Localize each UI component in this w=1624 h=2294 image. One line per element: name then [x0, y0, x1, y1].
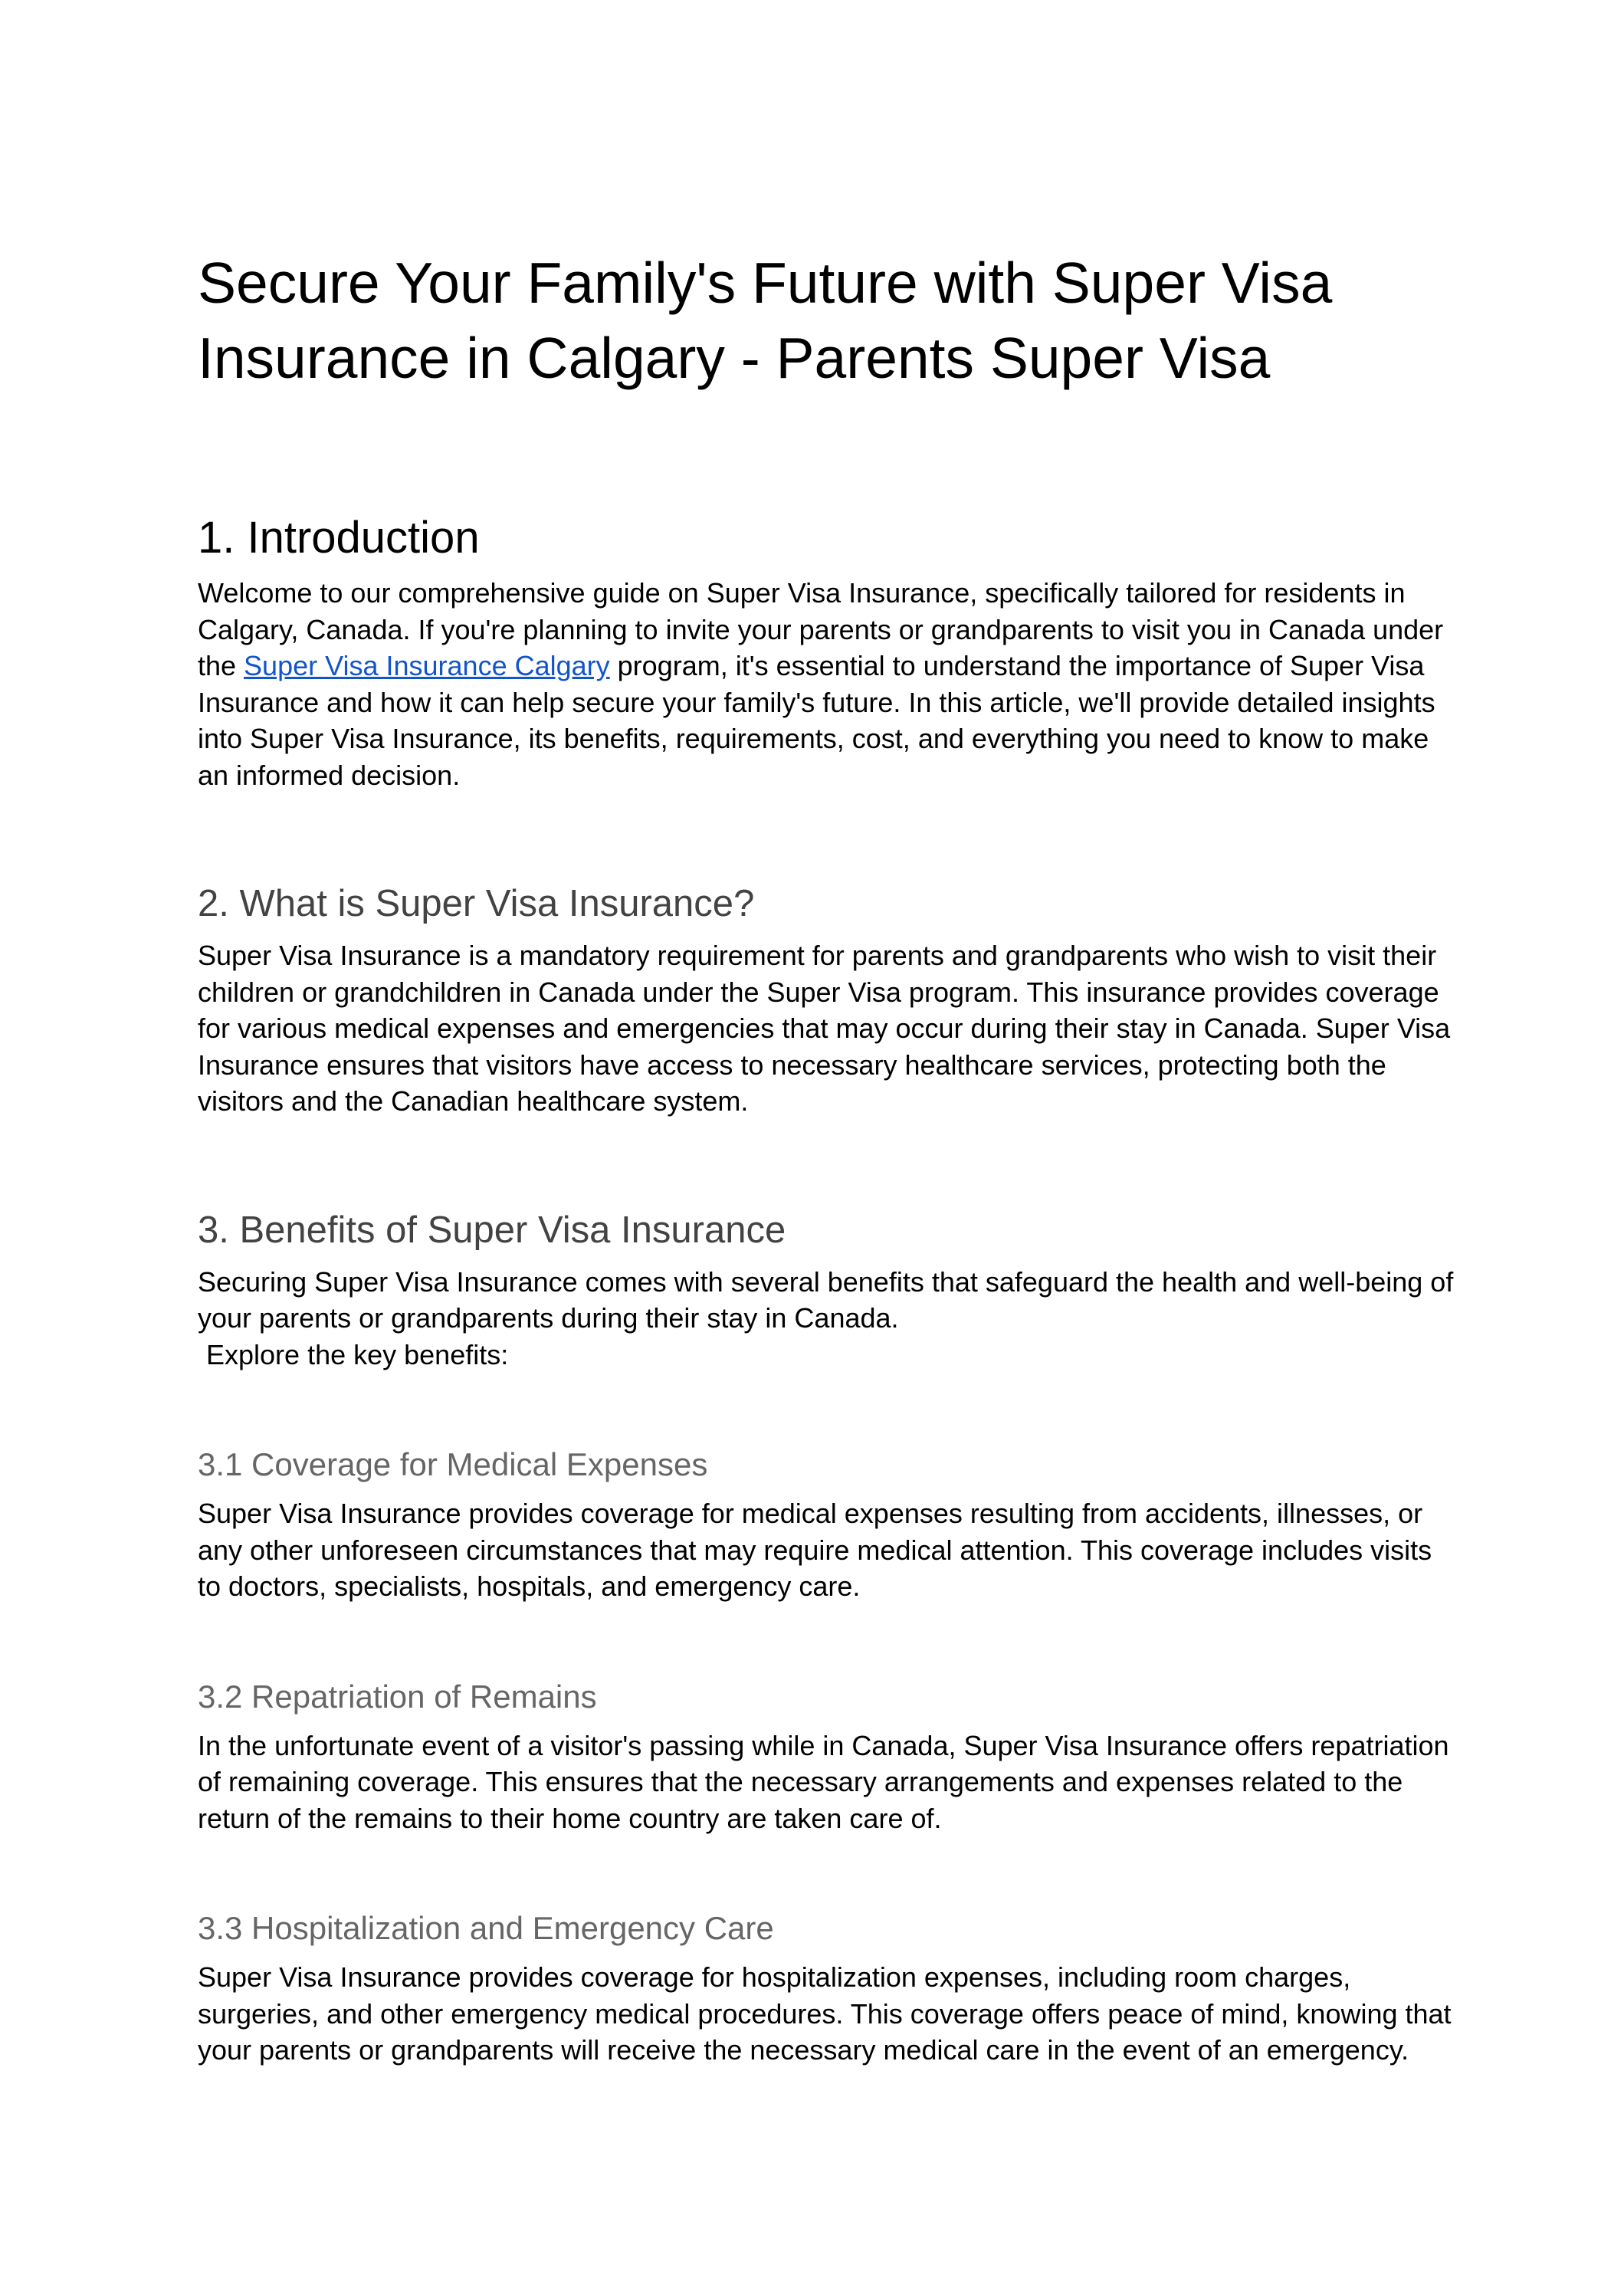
medical-expenses-paragraph: Super Visa Insurance provides coverage for medical expenses resulting from accidents, illnesses, or any other unforeseen circumstances that may require medical attention. This coverage includes visits to doctors, specialists, hospitals, and emergency care.: [198, 1498, 1432, 1602]
introduction-text-start: Welcome to our comprehensive guide on Super Visa Insurance, specifically tailored for residents in Calgary, Canada. If you're planning to invite your parents or grandparents to visit you in Canada under the: [198, 577, 1444, 681]
benefits-explore-line: Explore the key benefits:: [206, 1338, 509, 1370]
section-heading-what-is: 2. What is Super Visa Insurance?: [198, 883, 755, 924]
introduction-text-end: program, it's essential to understand the importance of Super Visa Insurance and how it can help secure your family's future. In this article, we'll provide detailed insights into Super Visa Insurance, its benefits, requirements, cost, and everything you need to know to make an informed decision.: [198, 650, 1435, 791]
hospitalization-paragraph: Super Visa Insurance provides coverage for hospitalization expenses, including room charges, surgeries, and other emergency medical procedures. This coverage offers peace of mind, knowing that your parents or grandparents will receive the necessary medical care in the event of an emergency.: [198, 1961, 1452, 2066]
super-visa-insurance-calgary-link[interactable]: Super Visa Insurance Calgary: [244, 650, 610, 681]
subsection-heading-medical-expenses: 3.1 Coverage for Medical Expenses: [198, 1446, 708, 1482]
document-page: [198, 245, 1455, 2069]
section-heading-introduction: 1. Introduction: [198, 513, 480, 563]
subsection-heading-hospitalization: 3.3 Hospitalization and Emergency Care: [198, 1910, 774, 1946]
introduction-paragraph: [198, 575, 1455, 793]
benefits-paragraph: [198, 1264, 1455, 1373]
benefits-text: Securing Super Visa Insurance comes with several benefits that safeguard the health and well-being of your parents or grandparents during their stay in Canada.: [198, 1265, 1454, 1334]
subsection-heading-repatriation: 3.2 Repatriation of Remains: [198, 1678, 597, 1715]
document-title: Secure Your Family's Future with Super Visa Insurance in Calgary - Parents Super Visa: [198, 251, 1333, 390]
section-heading-benefits: 3. Benefits of Super Visa Insurance: [198, 1209, 786, 1251]
repatriation-paragraph: In the unfortunate event of a visitor's passing while in Canada, Super Visa Insurance offers repatriation of remaining coverage. This ensures that the necessary arrangements and expenses related to the return of the remains to their home country are taken care of.: [198, 1729, 1449, 1834]
what-is-paragraph: Super Visa Insurance is a mandatory requirement for parents and grandparents who wish to visit their children or grandchildren in Canada under the Super Visa program. This insurance provides coverage for various medical expenses and emergencies that may occur during their stay in Canada. Super Visa Insurance ensures that visitors have access to necessary healthcare services, protecting both the visitors and the Canadian healthcare system.: [198, 940, 1451, 1117]
